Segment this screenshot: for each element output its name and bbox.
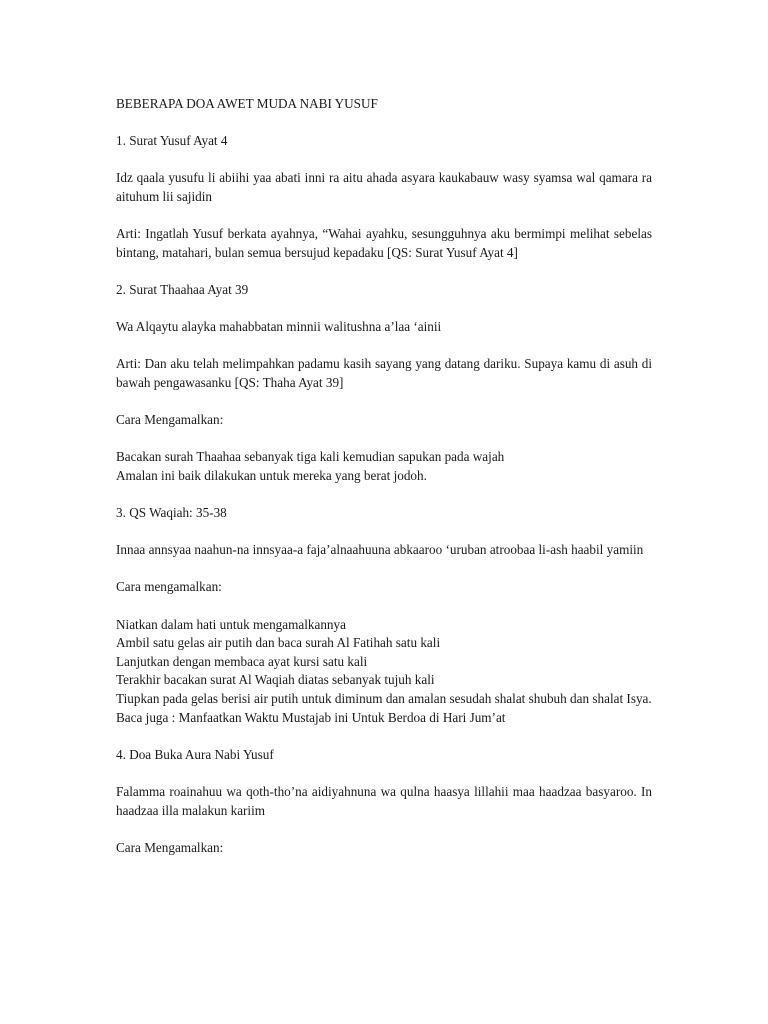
- section-3-step: Lanjutkan dengan membaca ayat kursi satu kali: [116, 653, 368, 669]
- section-1-heading: 1. Surat Yusuf Ayat 4: [116, 133, 228, 149]
- section-3-method-label: Cara mengamalkan:: [116, 579, 222, 595]
- section-2-heading: 2. Surat Thaahaa Ayat 39: [116, 281, 249, 297]
- section-3-step: Niatkan dalam hati untuk mengamalkannya: [116, 616, 346, 632]
- section-1-arabic: Idz qaala yusufu li abiihi yaa abati inni ra aitu ahada asyara kaukabauw wasy syamsa wal qamara ra aituhum lii sajidin: [116, 170, 652, 204]
- section-3-see-also: Baca juga : Manfaatkan Waktu Mustajab ini Untuk Berdoa di Hari Jum’at: [116, 709, 506, 725]
- section-3-step: Terakhir bacakan surat Al Waqiah diatas sebanyak tujuh kali: [116, 672, 435, 688]
- section-1-translation: Arti: Ingatlah Yusuf berkata ayahnya, “Wahai ayahku, sesungguhnya aku bermimpi melihat sebelas bintang, matahari, bulan semua bersujud kepadaku [QS: Surat Yusuf Ayat 4]: [116, 226, 652, 260]
- section-2-arabic: Wa Alqaytu alayka mahabbatan minnii walitushna a’laa ‘ainii: [116, 319, 442, 335]
- section-2-translation: Arti: Dan aku telah melimpahkan padamu kasih sayang yang datang dariku. Supaya kamu di asuh di bawah pengawasanku [QS: Thaha Ayat 39]: [116, 356, 652, 390]
- section-3-step: Tiupkan pada gelas berisi air putih untuk diminum dan amalan sesudah shalat shubuh dan shalat Isya.: [116, 691, 652, 706]
- section-4-arabic: Falamma roainahuu wa qoth-tho’na aidiyahnuna wa qulna haasya lillahii maa haadzaa basyaroo. In haadzaa illa malakun kariim: [116, 783, 652, 818]
- section-2-method-line: Bacakan surah Thaahaa sebanyak tiga kali kemudian sapukan pada wajah: [116, 449, 505, 465]
- document-title: BEBERAPA DOA AWET MUDA NABI YUSUF: [116, 96, 378, 111]
- document-page: [116, 95, 652, 857]
- section-4-heading: 4. Doa Buka Aura Nabi Yusuf: [116, 746, 274, 762]
- section-2-method-line: Amalan ini baik dilakukan untuk mereka yang berat jodoh.: [116, 467, 427, 483]
- section-3-arabic: Innaa annsyaa naahun-na innsyaa-a faja’alnaahuuna abkaaroo ‘uruban atroobaa li-ash haabil yamiin: [116, 542, 644, 558]
- section-3-step: Ambil satu gelas air putih dan baca surah Al Fatihah satu kali: [116, 635, 441, 651]
- section-4-method-label: Cara Mengamalkan:: [116, 839, 224, 855]
- section-3-heading: 3. QS Waqiah: 35-38: [116, 505, 227, 521]
- section-2-method-label: Cara Mengamalkan:: [116, 412, 224, 428]
